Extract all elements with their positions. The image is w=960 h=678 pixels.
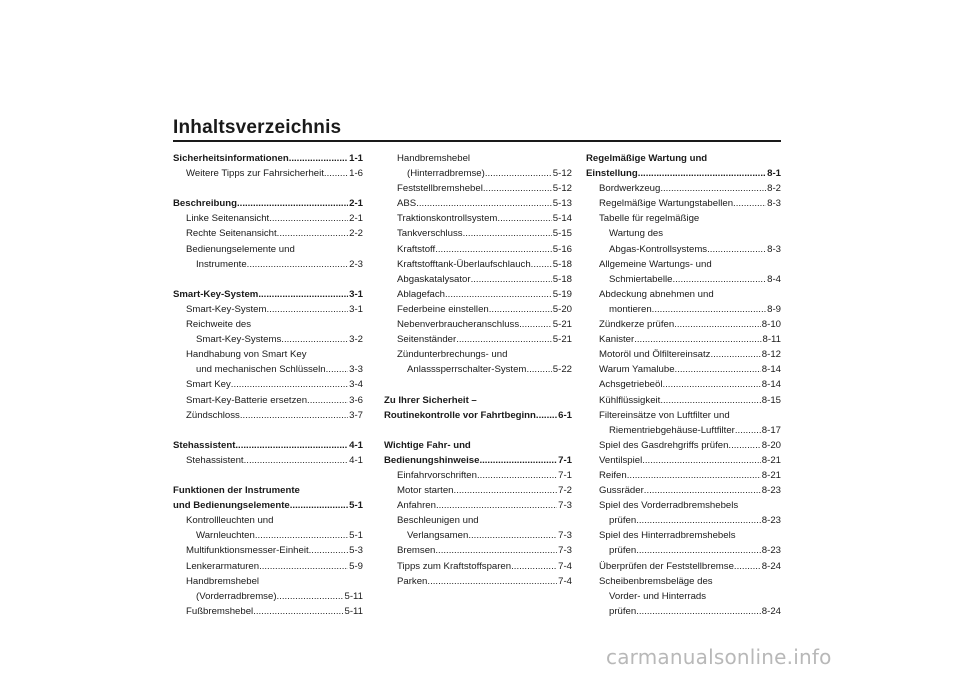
toc-entry[interactable] bbox=[586, 453, 781, 468]
toc-entry[interactable] bbox=[173, 302, 363, 317]
toc-entry[interactable] bbox=[384, 226, 572, 241]
dot-leader bbox=[427, 574, 557, 589]
dot-leader bbox=[468, 528, 557, 543]
toc-entry-title: Reifen bbox=[599, 469, 627, 481]
spacer bbox=[384, 377, 572, 392]
toc-entry[interactable] bbox=[586, 242, 781, 257]
toc-entry[interactable] bbox=[173, 408, 363, 423]
toc-entry[interactable] bbox=[586, 196, 781, 211]
toc-page-number: 8-23 bbox=[761, 485, 781, 497]
toc-entry[interactable] bbox=[586, 423, 781, 438]
toc-entry-title: Nebenverbraucheranschluss bbox=[397, 319, 520, 331]
toc-entry-title: Bordwerkzeug bbox=[599, 183, 661, 195]
toc-entry-line: Filtereinsätze von Luftfilter und bbox=[599, 409, 730, 421]
toc-chapter-heading: Funktionen der Instrumente bbox=[173, 485, 300, 497]
toc-chapter-heading: Zu Ihrer Sicherheit – bbox=[384, 394, 477, 406]
toc-entry-title: Kraftstofftank-Überlaufschlauch bbox=[397, 258, 531, 270]
toc-entry[interactable] bbox=[173, 589, 363, 604]
toc-entry-title: Ablagefach bbox=[397, 288, 446, 300]
toc-entry-title: Rechte Seitenansicht bbox=[186, 228, 277, 240]
toc-page-number: 8-1 bbox=[767, 168, 781, 180]
dot-leader bbox=[436, 498, 557, 513]
toc-chapter-entry[interactable] bbox=[173, 438, 363, 453]
toc-page-number: 8-24 bbox=[761, 560, 781, 572]
dot-leader bbox=[309, 543, 348, 558]
toc-page-number: 7-3 bbox=[558, 545, 572, 557]
toc-page-number: 8-24 bbox=[761, 605, 781, 617]
toc-page-number: 3-1 bbox=[349, 303, 363, 315]
dot-leader bbox=[652, 302, 766, 317]
toc-chapter-entry[interactable] bbox=[173, 196, 363, 211]
toc-entry-title: Motor starten bbox=[397, 485, 454, 497]
title-rule bbox=[173, 140, 781, 142]
toc-entry[interactable] bbox=[586, 483, 781, 498]
dot-leader bbox=[471, 272, 552, 287]
toc-page-number: 3-2 bbox=[349, 334, 363, 346]
toc-entry[interactable] bbox=[384, 574, 572, 589]
dot-leader bbox=[642, 453, 761, 468]
toc-entry-title: Lenkerarmaturen bbox=[186, 560, 260, 572]
toc-entry-title: (Hinterradbremse) bbox=[407, 168, 485, 180]
spacer bbox=[173, 272, 363, 287]
toc-entry[interactable] bbox=[586, 559, 781, 574]
toc-entry[interactable] bbox=[384, 528, 572, 543]
dot-leader bbox=[479, 453, 557, 468]
dot-leader bbox=[445, 287, 552, 302]
toc-page-number: 5-1 bbox=[349, 530, 363, 542]
toc-page-number: 8-3 bbox=[767, 243, 781, 255]
toc-chapter-heading: Regelmäßige Wartung und bbox=[586, 153, 708, 164]
toc-chapter-entry[interactable] bbox=[384, 408, 572, 423]
toc-entry-line: Spiel des Hinterradbremshebels bbox=[599, 530, 736, 542]
toc-entry-line: Abdeckung abnehmen und bbox=[599, 288, 714, 300]
toc-entry-title: Abgas-Kontrollsystems bbox=[609, 243, 708, 255]
toc-entry[interactable] bbox=[384, 498, 572, 513]
toc-entry-title: Regelmäßige Wartungstabellen bbox=[599, 198, 734, 210]
dot-leader bbox=[660, 393, 760, 408]
toc-entry[interactable] bbox=[586, 513, 781, 528]
toc-page-number: 2-1 bbox=[349, 213, 363, 225]
toc-page-number: 1-1 bbox=[349, 153, 363, 164]
page-title: Inhaltsverzeichnis bbox=[173, 117, 342, 138]
toc-page-number: 3-4 bbox=[349, 379, 363, 391]
toc-entry-line: Handhabung von Smart Key bbox=[186, 349, 307, 361]
toc-entry[interactable] bbox=[586, 543, 781, 558]
toc-entry[interactable] bbox=[173, 528, 363, 543]
toc-page-number: 7-4 bbox=[558, 575, 572, 587]
dot-leader bbox=[281, 332, 348, 347]
toc-page-number: 8-12 bbox=[761, 349, 781, 361]
toc-entry-title: Einstellung bbox=[586, 168, 638, 180]
toc-entry-title: Instrumente bbox=[196, 258, 247, 270]
toc-page-number: 5-12 bbox=[552, 168, 572, 180]
toc-entry-title: Verlangsamen bbox=[407, 530, 469, 542]
toc-entry-title: Fußbremshebel bbox=[186, 605, 254, 617]
toc-page-number: 5-19 bbox=[552, 288, 572, 300]
toc-entry-title: Tankverschluss bbox=[397, 228, 463, 240]
toc-entry[interactable] bbox=[384, 317, 572, 332]
toc-entry[interactable] bbox=[384, 559, 572, 574]
toc-entry-title: Ventilspiel bbox=[599, 454, 643, 466]
dot-leader bbox=[636, 513, 761, 528]
toc-entry[interactable] bbox=[384, 332, 572, 347]
toc-page-number: 8-23 bbox=[761, 545, 781, 557]
dot-leader bbox=[416, 196, 552, 211]
toc-page-number: 8-9 bbox=[767, 303, 781, 315]
toc-entry-title: ABS bbox=[397, 198, 417, 210]
toc-entry[interactable] bbox=[384, 483, 572, 498]
toc-page-number: 5-1 bbox=[349, 500, 363, 512]
toc-entry-title: Kühlflüssigkeit bbox=[599, 394, 661, 406]
toc-entry-title: (Vorderradbremse) bbox=[196, 590, 277, 602]
toc-entry[interactable] bbox=[384, 257, 572, 272]
toc-page-number: 8-20 bbox=[761, 439, 781, 451]
toc-entry[interactable] bbox=[173, 211, 363, 226]
toc-page-number: 4-1 bbox=[349, 439, 363, 451]
toc-entry[interactable] bbox=[384, 362, 572, 377]
dot-leader bbox=[240, 408, 348, 423]
dot-leader bbox=[259, 559, 348, 574]
toc-page-number: 8-4 bbox=[767, 273, 781, 285]
dot-leader bbox=[277, 226, 348, 241]
toc-entry[interactable] bbox=[173, 362, 363, 377]
toc-page-number: 5-22 bbox=[552, 364, 572, 376]
toc-page-number: 5-21 bbox=[552, 319, 572, 331]
toc-entry-title: Stehassistent bbox=[173, 439, 236, 451]
toc-entry[interactable] bbox=[384, 287, 572, 302]
toc-entry[interactable] bbox=[586, 302, 781, 317]
toc-entry[interactable] bbox=[384, 302, 572, 317]
toc-chapter-entry[interactable] bbox=[384, 453, 572, 468]
toc-page-number: 1-6 bbox=[349, 168, 363, 180]
toc-entry-title: montieren bbox=[609, 303, 652, 315]
spacer bbox=[173, 423, 363, 438]
toc-entry-title: Anlasssperrschalter-System bbox=[407, 364, 527, 376]
dot-leader bbox=[231, 377, 348, 392]
toc-entry-title: prüfen bbox=[609, 515, 637, 527]
toc-entry-line: Wartung des bbox=[609, 228, 664, 240]
toc-entry[interactable] bbox=[384, 166, 572, 181]
toc-chapter-entry[interactable] bbox=[173, 287, 363, 302]
dot-leader bbox=[290, 498, 348, 513]
dot-leader bbox=[660, 181, 766, 196]
toc-entry-title: Seitenständer bbox=[397, 334, 457, 346]
toc-entry-title: Motoröl und Ölfiltereinsatz bbox=[599, 349, 711, 361]
toc-page-number: 8-17 bbox=[761, 424, 781, 436]
toc-column-1 bbox=[173, 151, 363, 619]
dot-leader bbox=[675, 362, 761, 377]
toc-entry[interactable] bbox=[384, 242, 572, 257]
toc-entry-title: Smart-Key-System bbox=[186, 303, 267, 315]
toc-page-number: 5-21 bbox=[552, 334, 572, 346]
toc-entry[interactable] bbox=[586, 181, 781, 196]
dot-leader bbox=[253, 604, 343, 619]
toc-entry-title: Feststellbremshebel bbox=[397, 183, 483, 195]
toc-entry-title: und mechanischen Schlüsseln bbox=[196, 364, 326, 376]
toc-page-number: 3-1 bbox=[349, 288, 363, 300]
toc-entry[interactable] bbox=[173, 377, 363, 392]
toc-page-number: 5-9 bbox=[349, 560, 363, 572]
toc-entry[interactable] bbox=[173, 543, 363, 558]
toc-entry[interactable] bbox=[384, 196, 572, 211]
dot-leader bbox=[728, 438, 760, 453]
toc-entry-line: Vorder- und Hinterrads bbox=[609, 590, 707, 602]
toc-chapter-entry[interactable] bbox=[173, 498, 363, 513]
dot-leader bbox=[435, 242, 552, 257]
toc-entry[interactable] bbox=[384, 272, 572, 287]
toc-entry[interactable] bbox=[586, 604, 781, 619]
dot-leader bbox=[526, 362, 551, 377]
dot-leader bbox=[435, 543, 557, 558]
toc-page-number: 7-3 bbox=[558, 530, 572, 542]
toc-entry[interactable] bbox=[586, 272, 781, 287]
toc-page-number: 5-14 bbox=[552, 213, 572, 225]
toc-entry[interactable] bbox=[586, 347, 781, 362]
toc-page-number: 5-13 bbox=[552, 198, 572, 210]
dot-leader bbox=[267, 302, 349, 317]
toc-entry-title: Warum Yamalube bbox=[599, 364, 675, 376]
toc-page-number: 8-10 bbox=[761, 319, 781, 331]
dot-leader bbox=[710, 347, 760, 362]
dot-leader bbox=[269, 211, 348, 226]
dot-leader bbox=[636, 543, 761, 558]
toc-entry-line: Beschleunigen und bbox=[397, 515, 479, 527]
dot-leader bbox=[672, 272, 766, 287]
dot-leader bbox=[638, 166, 766, 181]
toc-entry-line: Handbremshebel bbox=[397, 153, 471, 164]
toc-entry[interactable] bbox=[384, 468, 572, 483]
dot-leader bbox=[519, 317, 552, 332]
dot-leader bbox=[289, 151, 348, 166]
toc-page-number: 7-4 bbox=[558, 560, 572, 572]
toc-entry[interactable] bbox=[586, 438, 781, 453]
spacer bbox=[173, 181, 363, 196]
toc-entry[interactable] bbox=[173, 332, 363, 347]
toc-entry-title: Beschreibung bbox=[173, 198, 237, 210]
toc-page-number: 8-14 bbox=[761, 364, 781, 376]
dot-leader bbox=[237, 196, 348, 211]
toc-entry-title: Warnleuchten bbox=[196, 530, 255, 542]
toc-entry-line: Kontrollleuchten und bbox=[186, 515, 274, 527]
toc-entry-title: prüfen bbox=[609, 605, 637, 617]
toc-page-number: 5-18 bbox=[552, 258, 572, 270]
toc-entry-title: Tipps zum Kraftstoffsparen bbox=[397, 560, 512, 572]
toc-page-number: 5-20 bbox=[552, 303, 572, 315]
toc-entry-title: Zündschloss bbox=[186, 409, 240, 421]
toc-entry-line: Tabelle für regelmäßige bbox=[599, 213, 700, 225]
toc-page-number: 2-3 bbox=[349, 258, 363, 270]
toc-entry[interactable] bbox=[173, 393, 363, 408]
toc-page-number: 3-3 bbox=[349, 364, 363, 376]
toc-page-number: 8-15 bbox=[761, 394, 781, 406]
toc-entry-title: Weitere Tipps zur Fahrsicherheit bbox=[186, 168, 324, 180]
toc-page-number: 8-11 bbox=[762, 334, 781, 346]
toc-entry[interactable] bbox=[173, 166, 363, 181]
dot-leader bbox=[463, 226, 552, 241]
toc-entry-title: Kraftstoff bbox=[397, 243, 436, 255]
toc-page-number: 5-11 bbox=[344, 605, 363, 617]
toc-column-2 bbox=[384, 151, 572, 589]
toc-entry-title: Riementriebgehäuse-Luftfilter bbox=[609, 424, 735, 436]
toc-chapter-entry[interactable] bbox=[586, 166, 781, 181]
dot-leader bbox=[536, 408, 557, 423]
toc-entry-title: Abgaskatalysator bbox=[397, 273, 471, 285]
toc-entry-title: Gussräder bbox=[599, 485, 644, 497]
dot-leader bbox=[511, 559, 557, 574]
toc-page-number: 5-16 bbox=[552, 243, 572, 255]
toc-page-number: 4-1 bbox=[349, 454, 363, 466]
toc-entry-line: Bedienungselemente und bbox=[186, 243, 295, 255]
toc-entry-title: Stehassistent bbox=[186, 454, 244, 466]
toc-page-number: 8-21 bbox=[761, 454, 781, 466]
toc-entry[interactable] bbox=[384, 211, 572, 226]
toc-entry[interactable] bbox=[173, 604, 363, 619]
dot-leader bbox=[485, 166, 552, 181]
toc-entry-title: Bremsen bbox=[397, 545, 436, 557]
toc-entry-title: Sicherheitsinformationen bbox=[173, 153, 289, 164]
toc-entry[interactable] bbox=[384, 181, 572, 196]
toc-entry-title: Smart-Key-System bbox=[173, 288, 259, 300]
toc-entry-title: Bedienungshinweise bbox=[384, 454, 480, 466]
toc-entry-title: Linke Seitenansicht bbox=[186, 213, 270, 225]
toc-page-number: 8-21 bbox=[761, 469, 781, 481]
toc-entry[interactable] bbox=[384, 543, 572, 558]
toc-entry[interactable] bbox=[586, 317, 781, 332]
toc-entry-title: Federbeine einstellen bbox=[397, 303, 489, 315]
toc-page-number: 7-1 bbox=[558, 454, 572, 466]
toc-entry-title: Zündkerze prüfen bbox=[599, 319, 675, 331]
toc-entry-title: Smart-Key-Batterie ersetzen bbox=[186, 394, 308, 406]
spacer bbox=[173, 468, 363, 483]
dot-leader bbox=[636, 604, 761, 619]
toc-entry[interactable] bbox=[173, 559, 363, 574]
toc-entry[interactable] bbox=[586, 377, 781, 392]
dot-leader bbox=[644, 483, 761, 498]
toc-column-3 bbox=[586, 151, 781, 619]
dot-leader bbox=[497, 211, 551, 226]
dot-leader bbox=[627, 468, 761, 483]
dot-leader bbox=[733, 196, 766, 211]
toc-entry-line: Spiel des Vorderradbremshebels bbox=[599, 500, 739, 512]
toc-entry-title: und Bedienungselemente bbox=[173, 500, 290, 512]
toc-entry-title: Überprüfen der Feststellbremse bbox=[599, 560, 734, 572]
toc-entry-line: Reichweite des bbox=[186, 319, 252, 331]
toc-entry-line: Scheibenbremsbeläge des bbox=[599, 575, 713, 587]
toc-entry-title: Routinekontrolle vor Fahrtbeginn bbox=[384, 409, 536, 421]
dot-leader bbox=[489, 302, 552, 317]
toc-page-number: 8-14 bbox=[761, 379, 781, 391]
toc-page-number: 2-2 bbox=[349, 228, 363, 240]
toc-entry-line: Handbremshebel bbox=[186, 575, 260, 587]
dot-leader bbox=[662, 377, 760, 392]
toc-entry-title: Kanister bbox=[599, 334, 635, 346]
dot-leader bbox=[734, 559, 761, 574]
toc-page-number: 8-2 bbox=[767, 183, 781, 195]
dot-leader bbox=[235, 438, 348, 453]
toc-entry[interactable] bbox=[586, 468, 781, 483]
toc-chapter-heading: Wichtige Fahr- und bbox=[384, 439, 471, 451]
toc-entry-line: Zündunterbrechungs- und bbox=[397, 349, 508, 361]
dot-leader bbox=[477, 468, 557, 483]
dot-leader bbox=[454, 483, 558, 498]
toc-page-number: 8-3 bbox=[767, 198, 781, 210]
dot-leader bbox=[324, 166, 348, 181]
watermark: carmanualsonline.info bbox=[606, 645, 832, 669]
dot-leader bbox=[307, 393, 348, 408]
dot-leader bbox=[707, 242, 766, 257]
toc-page-number: 5-12 bbox=[552, 183, 572, 195]
toc-page-number: 7-3 bbox=[558, 500, 572, 512]
toc-page-number: 7-1 bbox=[558, 469, 572, 481]
spacer bbox=[384, 423, 572, 438]
toc-page-number: 5-18 bbox=[552, 273, 572, 285]
toc-entry[interactable] bbox=[173, 257, 363, 272]
toc-entry-line: Allgemeine Wartungs- und bbox=[599, 258, 712, 270]
toc-page-number: 5-3 bbox=[349, 545, 363, 557]
dot-leader bbox=[483, 181, 552, 196]
toc-entry[interactable] bbox=[173, 226, 363, 241]
dot-leader bbox=[277, 589, 344, 604]
toc-page-number: 7-2 bbox=[558, 485, 572, 497]
toc-entry-title: Schmiertabelle bbox=[609, 273, 673, 285]
dot-leader bbox=[255, 528, 348, 543]
dot-leader bbox=[326, 362, 349, 377]
toc-entry[interactable] bbox=[173, 453, 363, 468]
dot-leader bbox=[634, 332, 761, 347]
toc-entry-title: Spiel des Gasdrehgriffs prüfen bbox=[599, 439, 729, 451]
toc-page-number: 6-1 bbox=[558, 409, 572, 421]
toc-entry-title: prüfen bbox=[609, 545, 637, 557]
toc-page-number: 2-1 bbox=[349, 198, 363, 210]
dot-leader bbox=[456, 332, 552, 347]
dot-leader bbox=[674, 317, 761, 332]
toc-entry-title: Einfahrvorschriften bbox=[397, 469, 477, 481]
toc-entry-title: Smart Key bbox=[186, 379, 231, 391]
toc-entry[interactable] bbox=[586, 393, 781, 408]
toc-entry-title: Traktionskontrollsystem bbox=[397, 213, 498, 225]
toc-page-number: 5-15 bbox=[552, 228, 572, 240]
toc-entry-title: Anfahren bbox=[397, 500, 436, 512]
dot-leader bbox=[735, 423, 761, 438]
toc-entry-title: Parken bbox=[397, 575, 428, 587]
toc-page-number: 8-23 bbox=[761, 515, 781, 527]
toc-entry-title: Smart-Key-Systems bbox=[196, 334, 282, 346]
toc-entry-title: Multifunktionsmesser-Einheit bbox=[186, 545, 309, 557]
dot-leader bbox=[244, 453, 349, 468]
dot-leader bbox=[247, 257, 348, 272]
dot-leader bbox=[531, 257, 552, 272]
toc-entry-title: Achsgetriebeöl bbox=[599, 379, 663, 391]
toc-page-number: 5-11 bbox=[344, 590, 363, 602]
toc-entry[interactable] bbox=[586, 332, 781, 347]
toc-entry[interactable] bbox=[586, 362, 781, 377]
toc-chapter-entry[interactable] bbox=[173, 151, 363, 166]
toc-page-number: 3-7 bbox=[349, 409, 363, 421]
toc-page-number: 3-6 bbox=[349, 394, 363, 406]
dot-leader bbox=[258, 287, 348, 302]
